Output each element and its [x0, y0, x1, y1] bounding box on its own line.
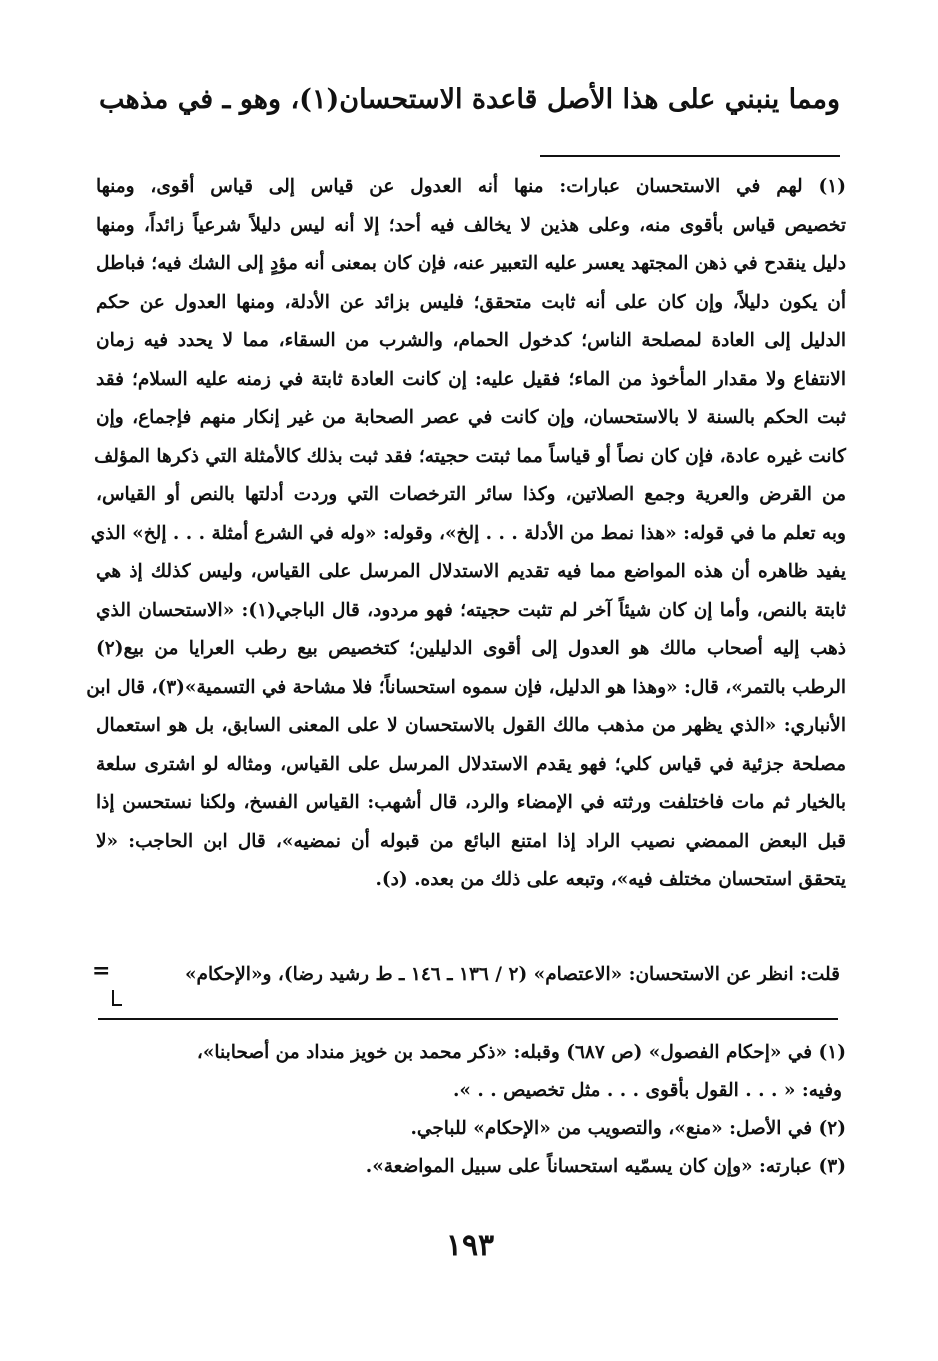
footnote-line: الانتفاع ولا مقدار المأخوذ من الماء؛ فقيل عليه: إن كانت العادة ثابتة في زمنه عليه السلام؛ فقد: [96, 368, 846, 390]
editor-note: قلت: انظر عن الاستحسان: «الاعتصام» (٢ / ١٣٦ ـ ١٤٦ ـ ط رشيد رضا)، و«الإحكام»: [184, 964, 840, 985]
footnote-line: دليل ينقدح في ذهن المجتهد يعسر عليه التعبير عنه، فإن كان بمعنى أنه مؤدٍ إلى الشك فيه؛ فباطل: [96, 253, 846, 274]
footnote-line: قبل البعض الممضي نصيب الراد إذا امتنع البائع من قبوله أن نمضيه»، قال ابن الحاجب: «لا: [96, 830, 846, 852]
footnote-line: الدليل إلى العادة لمصلحة الناس؛ كدخول الحمام، والشرب من السقاء، مما لا يحدد فيه زمان: [96, 330, 846, 351]
footnote-separator-long: [98, 1018, 838, 1020]
continuation-mark: =: [92, 958, 111, 984]
footnote-line: ثابتة بالنص، وأما إن كان شيئاً آخر لم تثبت حجيته؛ فهو مردود، قال الباجي(١): «الاستحسان الذي: [96, 599, 846, 621]
footnote-line: بالخيار ثم مات فاختلفت ورثته في الإمضاء والرد، قال أشهب: القياس الفسخ، ولكنا نستحسن إذا: [96, 792, 846, 813]
footnote-line: من القرض والعرية وجمع الصلاتين، وكذا سائر الترخصات التي وردت أدلتها بالنص أو القياس،: [96, 484, 846, 505]
main-text-heading: ومما ينبني على هذا الأصل قاعدة الاستحسان(١)، وهو ـ في مذهب: [98, 84, 840, 115]
editor-footnote-block: [86, 168, 846, 900]
footnote-line: الأنباري: «الذي يظهر من مذهب مالك القول بالاستحسان لا على المعنى السابق، بل هو استعمال: [96, 715, 846, 736]
footnote-line: وفيه: « . . . القول بأقوى . . . مثل تخصيص . . ».: [452, 1080, 842, 1101]
footnote-item: (٣) عبارته: «وإن كان يسمّيه استحساناً على سبيل المواضعة».: [365, 1156, 846, 1177]
footnote-line: يفيد ظاهره أن هذه المواضع مما فيه تقديم الاستدلال المرسل على القياس، وليس كذلك إذ هي: [96, 561, 846, 582]
footnote-line: ثبت الحكم بالسنة لا بالاستحسان، وإن كانت في عصر الصحابة من غير إنكار منهم فإجماع، وإن: [96, 407, 846, 428]
continuation-corner-mark: [112, 990, 122, 1006]
footnote-line: أن يكون دليلاً، وإن كان على أنه ثابت متحقق؛ فليس بزائد عن الأدلة، ومنها العدول عن حكم: [96, 291, 846, 313]
footnote-line: الرطب بالتمر»، قال: «وهذا هو الدليل، فإن سموه استحساناً؛ فلا مشاحة في التسمية»(٣)، قال ابن: [86, 676, 846, 698]
author-footnote-block: [96, 1034, 846, 1186]
footnote-line: كانت غيره عادة، فإن كان نصاً أو قياساً مما ثبتت حجيته؛ فقد ثبت بذلك كالأمثلة التي ذكرها المؤلف: [94, 445, 846, 467]
footnote-line: مصلحة جزئية في قياس كلي؛ فهو يقدم الاستدلال المرسل على القياس، ومثاله لو اشترى سلعة: [96, 753, 846, 775]
footnote-line: ذهب إليه أصحاب مالك هو العدول إلى أقوى الدليلين؛ كتخصيص بيع رطب العرايا من بيع(٢): [96, 638, 846, 659]
footnote-line: تخصيص قياس بأقوى منه، وعلى هذين لا يخالف فيه أحد؛ إلا أنه ليس دليلاً شرعياً زائداً، ومنها: [96, 214, 846, 236]
page-number: ١٩٣: [445, 1228, 495, 1263]
footnote-item: (٢) في الأصل: «منع»، والتصويب من «الإحكام» للباجي.: [410, 1118, 846, 1139]
footnote-line: (١) في «إحكام الفصول» (ص ٦٨٧) وقبله: «ذكر محمد بن خويز منداد من أصحابنا»،: [196, 1042, 846, 1063]
footnote-line: يتحقق استحسان مختلف فيه»، وتبعه على ذلك من بعده. (د).: [375, 869, 846, 890]
footnote-separator-short: [540, 155, 840, 157]
footnote-line: (١) لهم في الاستحسان عبارات: منها أنه العدول عن قياس إلى قياس أقوى، ومنها: [96, 176, 846, 197]
footnote-line: وبه تعلم ما في قوله: «هذا نمط من الأدلة . . . إلخ»، وقوله: «وله في الشرع أمثلة . . . إلخ» الذي: [90, 522, 846, 544]
